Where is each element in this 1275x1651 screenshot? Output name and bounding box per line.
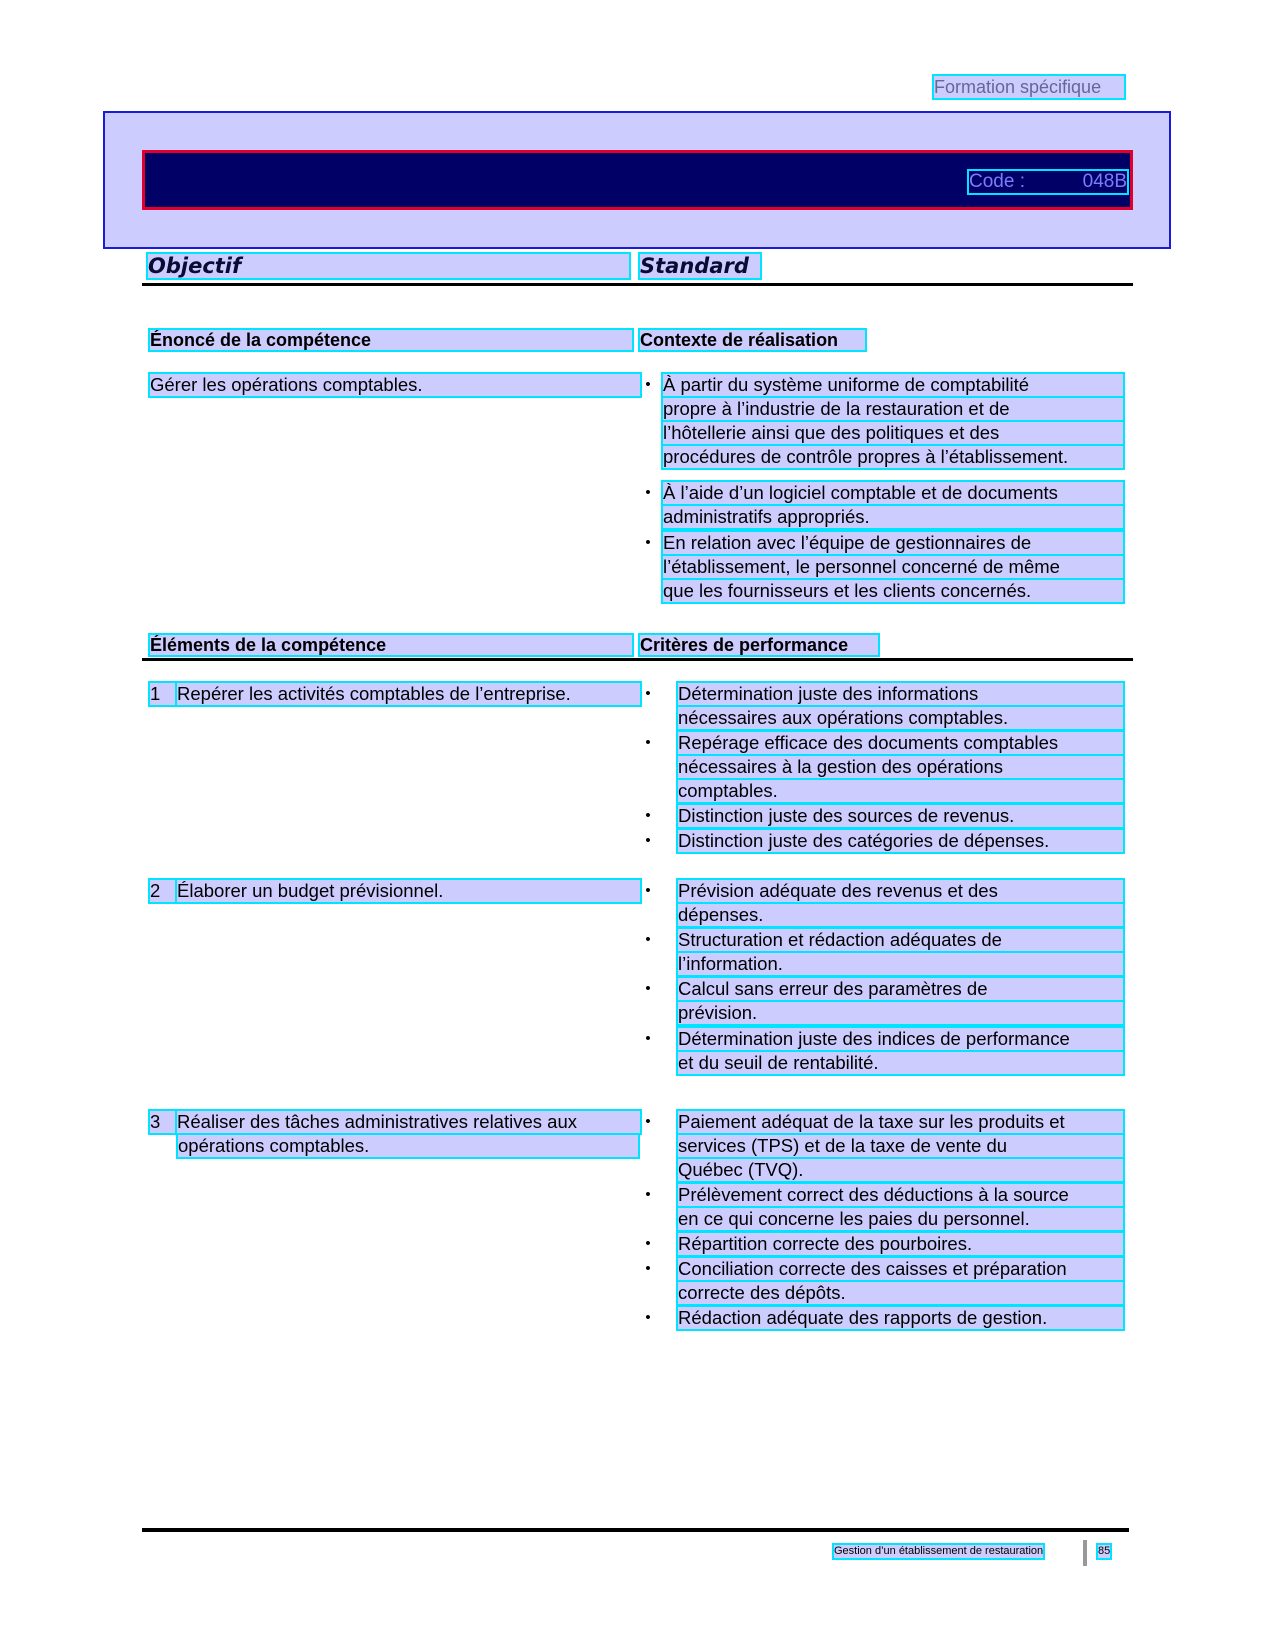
- context-item-line: À partir du système uniforme de comptabilité: [663, 374, 1123, 396]
- footer-separator: [1083, 1540, 1087, 1566]
- page-number: 85: [1098, 1545, 1111, 1557]
- context-item-line: que les fournisseurs et les clients concernés.: [663, 580, 1123, 602]
- criterion-line: Rédaction adéquate des rapports de gestion.: [678, 1307, 1123, 1329]
- context-item-line: À l’aide d’un logiciel comptable et de documents: [663, 482, 1123, 504]
- element-number: 3: [150, 1111, 177, 1133]
- element-text-line: Repérer les activités comptables de l’entreprise.: [177, 683, 640, 705]
- code-label: Code :: [969, 171, 1025, 192]
- criterion-line: Conciliation correcte des caisses et préparation: [678, 1258, 1123, 1280]
- bullet-icon: •: [645, 376, 651, 393]
- criterion-line: Distinction juste des sources de revenus.: [678, 805, 1123, 827]
- criterion-line: prévision.: [678, 1002, 1123, 1024]
- criterion-line: Détermination juste des informations: [678, 683, 1123, 705]
- criterion-line: Structuration et rédaction adéquates de: [678, 929, 1123, 951]
- bullet-icon: •: [645, 1235, 651, 1252]
- competency-code: [969, 171, 1127, 193]
- criterion-line: comptables.: [678, 780, 1123, 802]
- criterion-line: Paiement adéquat de la taxe sur les produits et: [678, 1111, 1123, 1133]
- code-value: 048B: [1082, 171, 1127, 192]
- footer-title: Gestion d’un établissement de restauration: [834, 1545, 1044, 1557]
- bullet-icon: •: [645, 832, 651, 849]
- section-heading-rule: [142, 658, 1133, 661]
- bullet-icon: •: [645, 931, 651, 948]
- criterion-line: Calcul sans erreur des paramètres de: [678, 978, 1123, 1000]
- bullet-icon: •: [645, 1260, 651, 1277]
- bullet-icon: •: [645, 1186, 651, 1203]
- competency-elements-heading: Éléments de la compétence: [150, 635, 632, 655]
- column-heading-standard: Standard: [640, 254, 760, 278]
- criterion-line: dépenses.: [678, 904, 1123, 926]
- criterion-line: services (TPS) et de la taxe de vente du: [678, 1135, 1123, 1157]
- bullet-icon: •: [645, 1309, 651, 1326]
- criterion-line: nécessaires à la gestion des opérations: [678, 756, 1123, 778]
- element-text-line: Élaborer un budget prévisionnel.: [177, 880, 640, 902]
- bullet-icon: •: [645, 534, 651, 551]
- context-item-line: En relation avec l’équipe de gestionnaires de: [663, 532, 1123, 554]
- element-text-line: opérations comptables.: [178, 1135, 638, 1157]
- criterion-line: Prévision adéquate des revenus et des: [678, 880, 1123, 902]
- criterion-line: correcte des dépôts.: [678, 1282, 1123, 1304]
- criterion-line: l’information.: [678, 953, 1123, 975]
- performance-criteria-heading: Critères de performance: [640, 635, 878, 655]
- context-item-line: l’établissement, le personnel concerné de même: [663, 556, 1123, 578]
- criterion-line: Québec (TVQ).: [678, 1159, 1123, 1181]
- criterion-line: Détermination juste des indices de performance: [678, 1028, 1123, 1050]
- competency-statement-heading: Énoncé de la compétence: [150, 330, 632, 350]
- criterion-line: nécessaires aux opérations comptables.: [678, 707, 1123, 729]
- footer-rule: [142, 1528, 1129, 1532]
- bullet-icon: •: [645, 807, 651, 824]
- column-heading-rule: [142, 283, 1133, 286]
- bullet-icon: •: [645, 1030, 651, 1047]
- column-heading-objective: Objectif: [148, 254, 629, 278]
- bullet-icon: •: [645, 882, 651, 899]
- bullet-icon: •: [645, 734, 651, 751]
- program-type-label: Formation spécifique: [934, 76, 1124, 98]
- context-item-line: propre à l’industrie de la restauration et de: [663, 398, 1123, 420]
- bullet-icon: •: [645, 685, 651, 702]
- criterion-line: Prélèvement correct des déductions à la source: [678, 1184, 1123, 1206]
- criterion-line: en ce qui concerne les paies du personnel.: [678, 1208, 1123, 1230]
- element-text-line: Réaliser des tâches administratives relatives aux: [177, 1111, 640, 1133]
- criterion-line: Distinction juste des catégories de dépenses.: [678, 830, 1123, 852]
- element-number: 2: [150, 880, 177, 902]
- context-heading: Contexte de réalisation: [640, 330, 865, 350]
- element-number: 1: [150, 683, 177, 705]
- bullet-icon: •: [645, 1113, 651, 1130]
- criterion-line: Répartition correcte des pourboires.: [678, 1233, 1123, 1255]
- bullet-icon: •: [645, 980, 651, 997]
- criterion-line: Repérage efficace des documents comptables: [678, 732, 1123, 754]
- competency-statement: Gérer les opérations comptables.: [150, 374, 640, 396]
- criterion-line: et du seuil de rentabilité.: [678, 1052, 1123, 1074]
- bullet-icon: •: [645, 484, 651, 501]
- context-item-line: l’hôtellerie ainsi que des politiques et des: [663, 422, 1123, 444]
- context-item-line: procédures de contrôle propres à l’établissement.: [663, 446, 1123, 468]
- context-item-line: administratifs appropriés.: [663, 506, 1123, 528]
